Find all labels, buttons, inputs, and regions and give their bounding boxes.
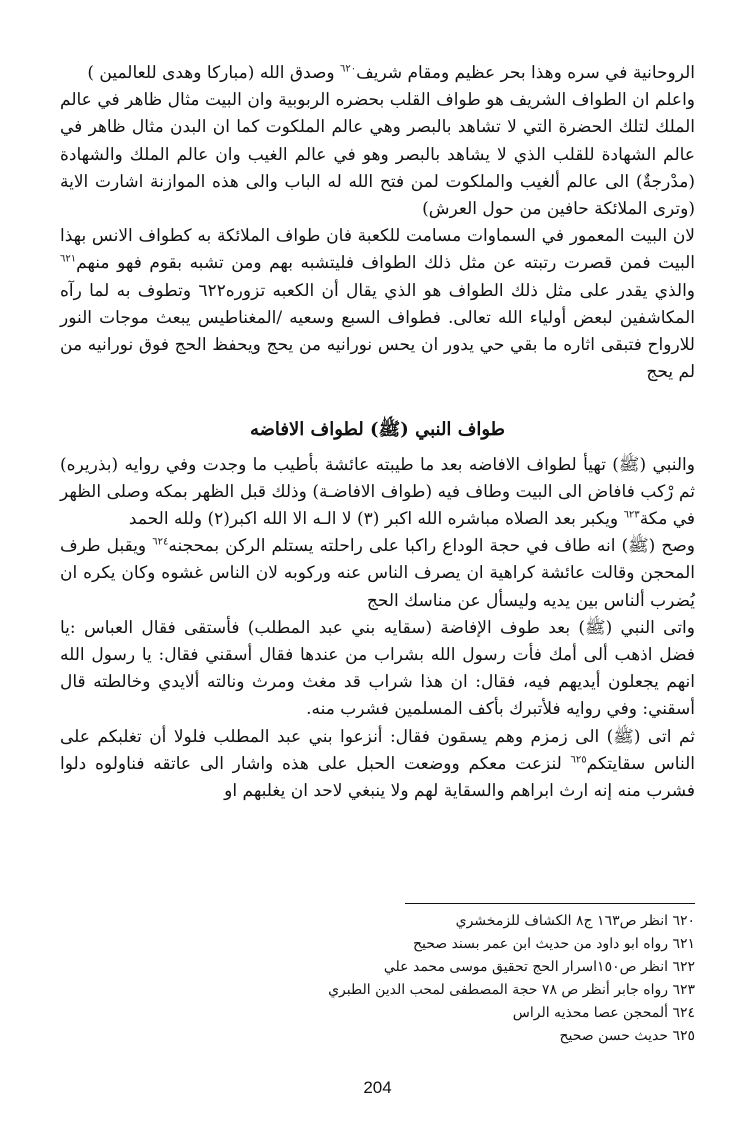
paragraph: الروحانية في سره وهذا بحر عظيم ومقام شريف$^{٦٢٠}$ وصدق الله (مباركا وهدى للعالمين ) (87, 63, 695, 83)
footnote: ٦٢٠ انظر ص١٦٣ ج٨ الكشاف للزمخشري (455, 913, 695, 929)
footnote-ref: ٦٢١ (60, 253, 77, 265)
paragraph: والنبي (ﷺ) تهيأ لطواف الافاضه بعد ما طيبته عائشة بأطيب ما وجدت وفي روايه (بذريره) ثم رْكب فافاض الى البيت وطاف فيه (طواف الافاضـة) وذلك قبل الظهر بمكه وصلى الظهر في مكة$^{٦٢٣}$ ويكبر بعد الصلاه مباشره الله اكبر (٣) لا الـه الا الله اكبر(٢) ولله الحمد (60, 454, 695, 530)
page-number: 204 (363, 1078, 392, 1097)
footnote: ٦٢٤ ألمحجن عصا محذيه الراس (512, 1005, 695, 1021)
footnote-ref: ٦٢٣ (623, 509, 640, 521)
section-heading: طواف النبي (ﷺ) لطواف الافاضه (250, 419, 505, 441)
footnote-ref: ٦٢٠ (340, 63, 357, 75)
paragraph: ثم اتى (ﷺ) الى زمزم وهم يسقون فقال: أنزعوا بني عبد المطلب فلولا أن تغلبكم على الناس سقايتكم$^{٦٢٥}$ لنزعت معكم ووضعت الحبل على هذه واشار الى عاتقه فناولوه دلوا فشرب منه إنه ارث ابراهم والسقاية لهم ولا ينبغي لاحد ان يغلبهم او (60, 726, 695, 802)
footnotes (60, 910, 695, 1048)
footnote: ٦٢١ رواه ابو داود من حديث ابن عمر بسند صحيح (412, 936, 695, 952)
main-text (60, 60, 695, 805)
paragraph: وصح (ﷺ) انه طاف في حجة الوداع راكبا على راحلته يستلم الركن بمحجنه$^{٦٢٤}$ ويقبل طرف المحجن وقالت عائشة كراهية ان يصرف الناس عنه وركوبه لان الناس غشوه وكان يكره ان يُضرب ألناس بين يديه وليسأل عن مناسك الحج (60, 536, 695, 611)
paragraph: لان البيت المعمور في السماوات مسامت للكعبة فان طواف الملائكة به كطواف الانس بهذا البيت فمن قصرت رتبته عن مثل ذلك الطواف فليتشبه بهم ومن تشبه بقوم فهو منهم$^{٦٢١}$ والذي يقدر على مثل ذلك الطواف هو الذي يقال أن الكعبه تزوره٦٢٢ وتطوف به لما رآه المكاشفين لبعض أولياء الله تعالى. فطواف السبع وسعيه /المغناطيس يبعث موجات النور للارواح فتبقى اثاره ما بقي حي يدور ان يحس نورانيه من يحج ويحفظ الحج فوق نورانيه من لم يحج (60, 226, 695, 383)
footnote-divider (405, 903, 695, 904)
footnote: ٦٢٢ انظر ص١٥٠اسرار الحج تحقيق موسى محمد علي (383, 959, 695, 975)
footnote: ٦٢٥ حديث حسن صحيح (559, 1028, 695, 1044)
footnote: ٦٢٣ رواه جابر أنظر ص ٧٨ حجة المصطفى لمحب الدين الطبري (328, 982, 695, 998)
footnote-ref: ٦٢٥ (570, 754, 587, 766)
paragraph: واعلم ان الطواف الشريف هو طواف القلب بحضره الربوبية وان البيت مثال ظاهر في عالم الملك لتلك الحضرة التي لا تشاهد بالبصر وهي عالم الملكوت كما ان البدن مثال ظاهر في عالم الشهادة للقلب الذي لا يشاهد بالبصر وهو في عالم الغيب وان عالم الملك والشهادة (مدْرجةٌ) الى عالم ألغيب والملكوت لمن فتح الله له الباب والى هذه الموازنة اشارت الاية (وترى الملائكة حافين من حول العرش) (60, 90, 695, 220)
paragraph: واتى النبي (ﷺ) بعد طوف الإفاضة (سقايه بني عبد المطلب) فأستقى فقال العباس :يا فضل اذهب ألى أمك فأت رسول الله بشراب من عندها فقال أسقني فقال: يا رسول الله انهم يجعلون أيديهم فيه، فقال: ان هذا شراب قد مغث ومرث ونالته ألايدي وخالطته قال أسقني: وفي روايه فلأتبرك بأكف المسلمين فشرب منه. (60, 617, 695, 720)
footnote-ref: ٦٢٤ (152, 536, 169, 548)
